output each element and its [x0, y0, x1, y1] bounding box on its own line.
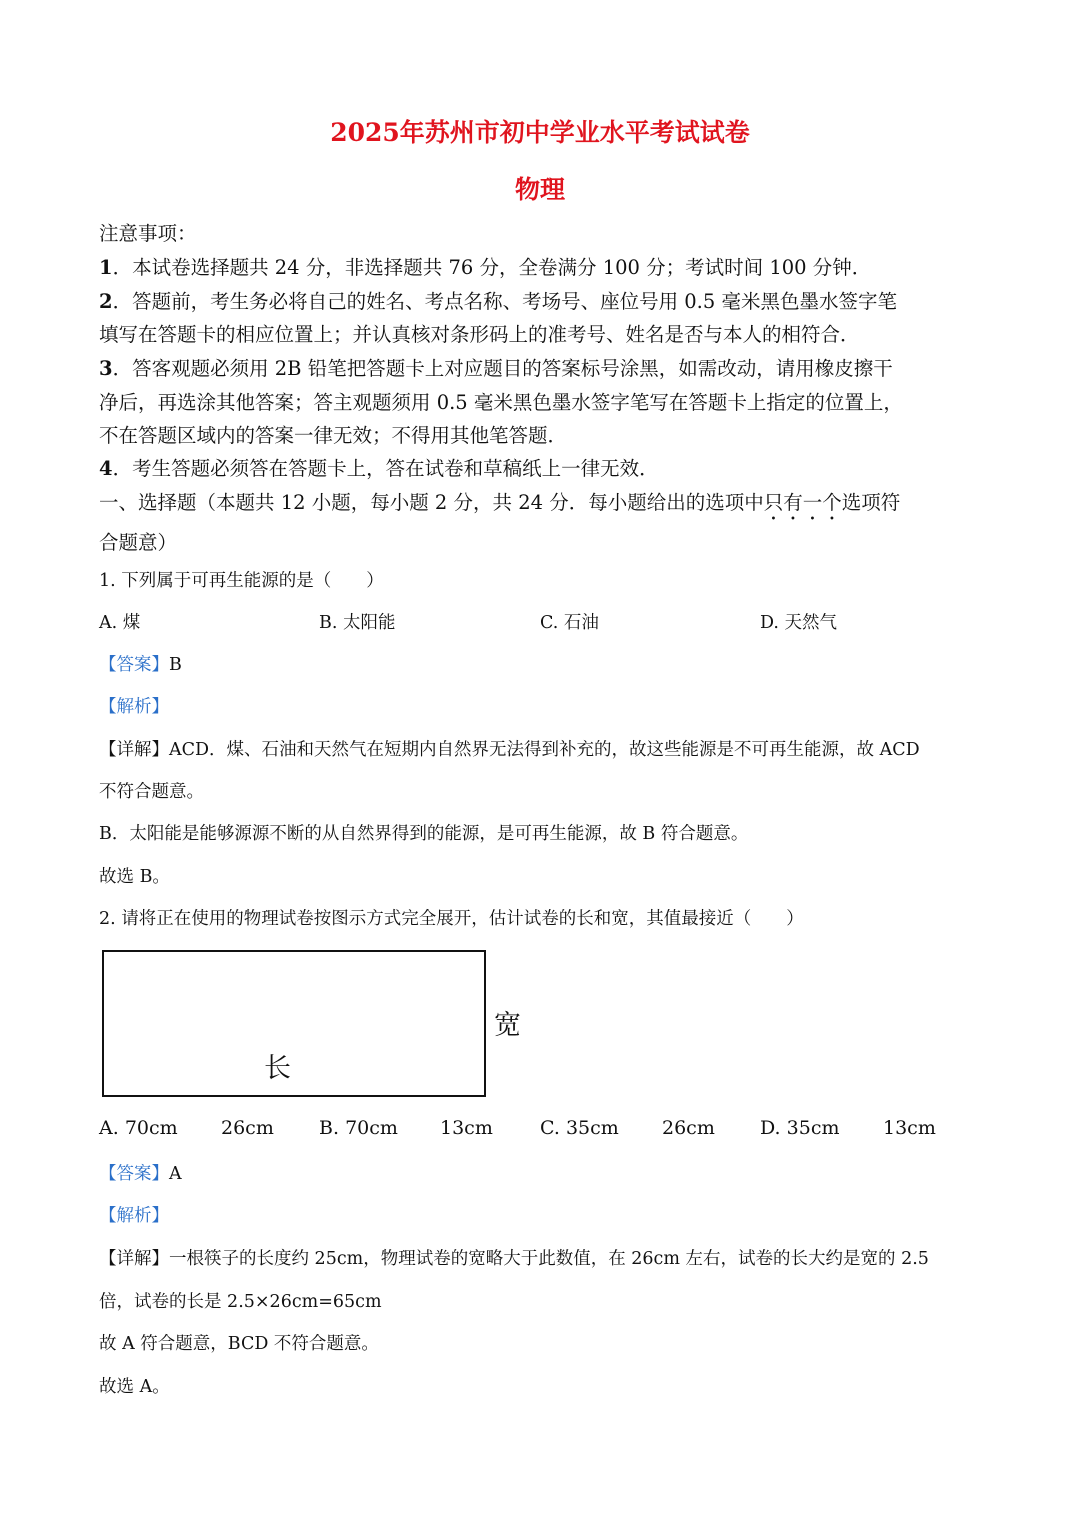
q1-option-a: A. 煤: [99, 613, 141, 633]
q2-option-a-width: 26cm: [221, 1117, 274, 1139]
q2-option-b-letter: B.: [319, 1117, 340, 1139]
q2-option-c: [540, 1117, 619, 1139]
q1-detail-line-2: 不符合题意。: [99, 782, 204, 802]
note-3-number: 3: [99, 357, 113, 380]
section-heading-line-2: 合题意）: [99, 531, 178, 554]
q2-option-c-width: 26cm: [662, 1117, 715, 1139]
section-heading: [99, 487, 900, 525]
note-4-text: ．考生答题必须答在答题卡上，答在试卷和草稿纸上一律无效．: [112, 457, 659, 480]
q2-conclusion: 故选 A。: [99, 1377, 170, 1397]
note-2-number: 2: [99, 290, 113, 313]
q2-option-b-length: 70cm: [345, 1117, 398, 1139]
notes-heading: 注意事项：: [99, 222, 197, 245]
q2-option-a: [99, 1117, 178, 1139]
q2-detail-line-2: 倍，试卷的长是 2.5×26cm=65cm: [99, 1292, 382, 1312]
q2-answer: [99, 1160, 182, 1185]
note-1-number: 1: [99, 256, 113, 279]
note-3-line-2: 净后，再选涂其他答案；答主观题须用 0.5 毫米黑色墨水签字笔写在答题卡上指定的位置上，: [99, 391, 903, 414]
q2-detail-tag: 【详解】: [99, 1249, 169, 1269]
q2-option-d: [760, 1117, 840, 1139]
q2-option-a-length: 70cm: [124, 1117, 178, 1139]
q1-option-d: D. 天然气: [760, 613, 838, 633]
q2-option-a-letter: A.: [99, 1117, 119, 1139]
note-3-text: ．答客观题必须用 2B 铅笔把答题卡上对应题目的答案标号涂黑，如需改动，请用橡皮擦干: [112, 357, 893, 380]
q1-detail-tag: 【详解】: [99, 740, 169, 760]
q1-stem: 1. 下列属于可再生能源的是（ ）: [99, 571, 384, 591]
q2-option-c-length: 35cm: [565, 1117, 619, 1139]
q1-answer: [99, 651, 182, 676]
q2-stem: 2. 请将正在使用的物理试卷按图示方式完全展开，估计试卷的长和宽，其值最接近（ ）: [99, 909, 804, 929]
q2-option-d-length: 35cm: [786, 1117, 840, 1139]
section-heading-emphasis: 只有一个: [763, 491, 842, 514]
note-4-number: 4: [99, 457, 113, 480]
note-3: [99, 353, 893, 381]
q2-option-b: [319, 1117, 398, 1139]
q2-detail-line-3: 故 A 符合题意，BCD 不符合题意。: [99, 1334, 379, 1354]
note-2: [99, 286, 897, 314]
q1-detail-line-3: B．太阳能是能够源源不断的从自然界得到的能源，是可再生能源，故 B 符合题意。: [99, 824, 749, 844]
subject-title: 物理: [514, 175, 565, 204]
q2-option-d-width: 13cm: [883, 1117, 936, 1139]
note-3-line-3: 不在答题区域内的答案一律无效；不得用其他笔答题．: [99, 424, 568, 447]
exam-title: 2025年苏州市初中学业水平考试试卷: [330, 118, 750, 147]
q1-conclusion: 故选 B。: [99, 867, 170, 887]
note-1: [99, 252, 871, 280]
q2-option-b-width: 13cm: [440, 1117, 493, 1139]
q1-detail-text: ACD．煤、石油和天然气在短期内自然界无法得到补充的，故这些能源是不可再生能源，故 ACD: [169, 740, 920, 760]
q2-detail-text: 一根筷子的长度约 25cm，物理试卷的宽略大于此数值，在 26cm 左右，试卷的长大约是宽的 2.5: [169, 1249, 929, 1269]
q1-option-b: B. 太阳能: [319, 613, 396, 633]
section-heading-post: 选项符: [841, 491, 901, 514]
q1-detail-line-1: [99, 736, 920, 761]
q1-answer-value: B: [169, 655, 182, 675]
note-2-text: ．答题前，考生务必将自己的姓名、考点名称、考场号、座位号用 0.5 毫米黑色墨水签字笔: [112, 290, 897, 313]
q2-answer-value: A: [169, 1164, 182, 1184]
q1-answer-tag: 【答案】: [99, 655, 169, 675]
paper-figure-rectangle: [102, 950, 486, 1097]
figure-width-label: 宽: [494, 1010, 521, 1041]
q2-answer-tag: 【答案】: [99, 1164, 169, 1184]
q1-option-c: C. 石油: [540, 613, 599, 633]
q2-option-c-letter: C.: [540, 1117, 560, 1139]
q2-analysis-tag: 【解析】: [99, 1206, 169, 1226]
q2-detail-line-1: [99, 1245, 929, 1270]
q2-option-d-letter: D.: [760, 1117, 781, 1139]
section-heading-pre: 一、选择题（本题共 12 小题，每小题 2 分，共 24 分．每小题给出的选项中: [99, 491, 764, 514]
figure-length-label: 长: [264, 1053, 291, 1084]
q1-analysis-tag: 【解析】: [99, 697, 169, 717]
note-4: [99, 453, 659, 481]
note-2-line-2: 填写在答题卡的相应位置上；并认真核对条形码上的准考号、姓名是否与本人的相符合．: [99, 323, 860, 346]
note-1-text: ．本试卷选择题共 24 分，非选择题共 76 分，全卷满分 100 分；考试时间 100 分钟．: [112, 256, 872, 279]
